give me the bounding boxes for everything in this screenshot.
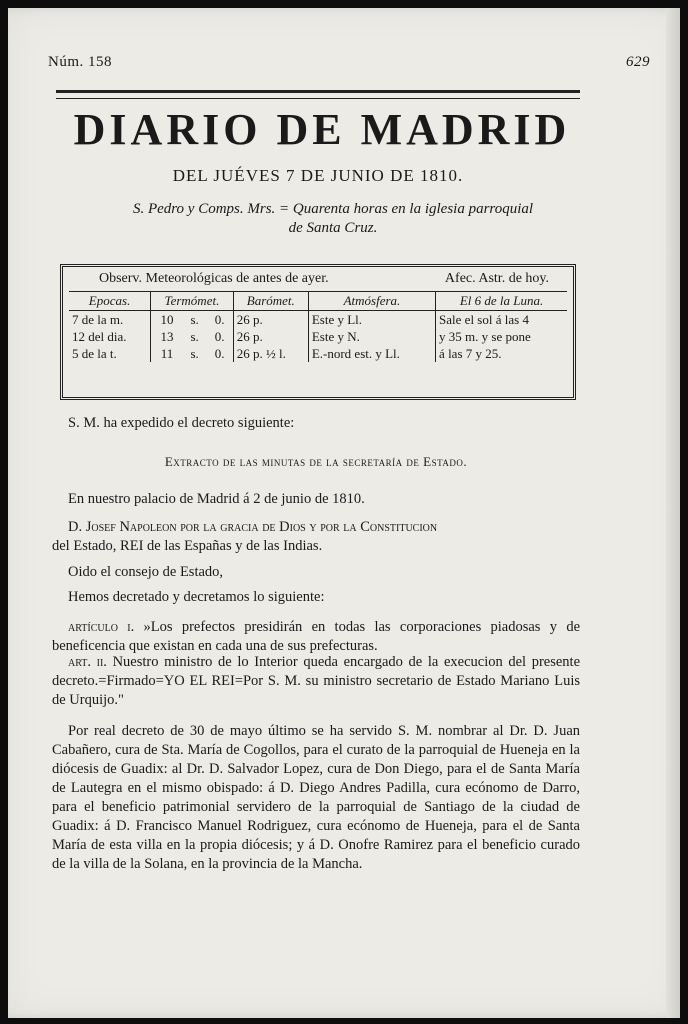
cell-atm: E.-nord est. y Ll. <box>308 345 435 362</box>
saints-line-2: de Santa Cruz. <box>288 220 378 236</box>
cell-epoca: 12 del dia. <box>69 328 151 345</box>
meteo-title-right: Afec. Astr. de hoy. <box>444 271 549 286</box>
saints-line-1: S. Pedro y Comps. Mrs. = Quarenta horas en la iglesia parroquial <box>132 201 534 217</box>
cell-deg: 0. <box>206 311 233 329</box>
article-2-text: Nuestro ministro de lo Interior queda encargado de la execucion del presente decreto.=Firmado=YO EL REI=Por S. M. su ministro secretario de Estado Mariano Luis de Urquijo." <box>52 654 580 708</box>
cell-atm: Este y Ll. <box>308 311 435 329</box>
newspaper-page <box>8 8 680 1018</box>
cell-dir: s. <box>190 346 199 361</box>
king-title-line-2: del Estado, REI de las Españas y de las Indias. <box>52 538 323 554</box>
cell-epoca: 7 de la m. <box>69 311 151 329</box>
article-1-label: artículo i. <box>68 619 135 635</box>
masthead-title: DIARIO DE MADRID <box>73 105 571 154</box>
table-row <box>69 345 567 362</box>
cell-luna: Sale el sol á las 4 <box>439 312 529 327</box>
meteo-heading <box>69 271 567 287</box>
cell-barom: 26 p. ½ l. <box>233 345 308 362</box>
cell-epoca: 5 de la t. <box>69 345 151 362</box>
cell-barom: 26 p. <box>233 328 308 345</box>
issue-number: Núm. 158 <box>48 54 112 70</box>
cell-luna: y 35 m. y se pone <box>439 329 531 344</box>
cell-dir: s. <box>190 312 199 327</box>
appointments-paragraph: Por real decreto de 30 de mayo último se ha servido S. M. nombrar al Dr. D. Juan Cabañero, cura de Sta. María de Cogollos, para el curato de la parroquial de Hueneja en la diócesis de Guadix: al Dr. D. Salvador Lopez, cura de Don Diego, para el de Santa María de Lautegra en el mismo obispado: á D. Diego Andres Padilla, cura ecónomo de Darro, para el beneficio patrimonial servidero de la parroquial de Santiago de la ciudad de Guadix: á D. Francisco Manuel Rodriguez, cura ecónomo de Hueneja, para el de Santa María de esta villa en la propia diócesis; y á D. Onofre Ramirez para el beneficio curado de la villa de la Solana, en la provincia de la Mancha. <box>52 723 580 872</box>
col-barometro: Barómet. <box>233 292 308 311</box>
article-2-label: art. ii. <box>68 654 107 670</box>
col-atmosfera: Atmósfera. <box>308 292 435 311</box>
table-row <box>69 311 567 329</box>
decree-place-date: En nuestro palacio de Madrid á 2 de junio de 1810. <box>68 491 365 507</box>
cell-deg: 0. <box>206 345 233 362</box>
cell-temp: 10 <box>160 312 174 327</box>
cell-luna: á las 7 y 25. <box>439 346 502 361</box>
col-luna: El 6 de la Luna. <box>436 292 567 311</box>
page-edge <box>666 8 680 1018</box>
meteo-data-table <box>69 291 567 362</box>
saints-of-day <box>78 200 588 238</box>
cell-temp: 11 <box>160 346 174 361</box>
council-line: Oido el consejo de Estado, <box>68 564 224 580</box>
article-2 <box>52 653 580 710</box>
page-number: 629 <box>626 54 650 70</box>
article-1 <box>52 618 580 656</box>
page-header <box>48 54 650 71</box>
section-heading: Extracto de las minutas de la secretaría de Estado. <box>164 454 468 469</box>
cell-dir: s. <box>190 329 199 344</box>
decree-king-title <box>52 518 580 556</box>
header-rule <box>56 90 580 99</box>
cell-deg: 0. <box>206 328 233 345</box>
decreed-line: Hemos decretado y decretamos lo siguiente: <box>68 589 325 605</box>
article-1-text: »Los prefectos presidirán en todas las corporaciones piadosas y de beneficencia que existan en cada una de sus prefecturas. <box>52 619 581 654</box>
table-row <box>69 328 567 345</box>
cell-barom: 26 p. <box>233 311 308 329</box>
decree-intro: S. M. ha expedido el decreto siguiente: <box>68 415 295 431</box>
col-epocas: Epocas. <box>69 292 151 311</box>
col-termometro: Termómet. <box>151 292 234 311</box>
meteorological-table <box>60 264 576 400</box>
cell-atm: Este y N. <box>308 328 435 345</box>
meteo-title-left: Observ. Meteorológicas de antes de ayer. <box>99 271 329 286</box>
meteo-header-row <box>69 292 567 311</box>
dateline: DEL JUÉVES 7 DE JUNIO DE 1810. <box>172 166 464 185</box>
cell-temp: 13 <box>160 329 174 344</box>
king-title-line-1: D. Josef Napoleon por la gracia de Dios y por la Constitucion <box>68 519 438 535</box>
